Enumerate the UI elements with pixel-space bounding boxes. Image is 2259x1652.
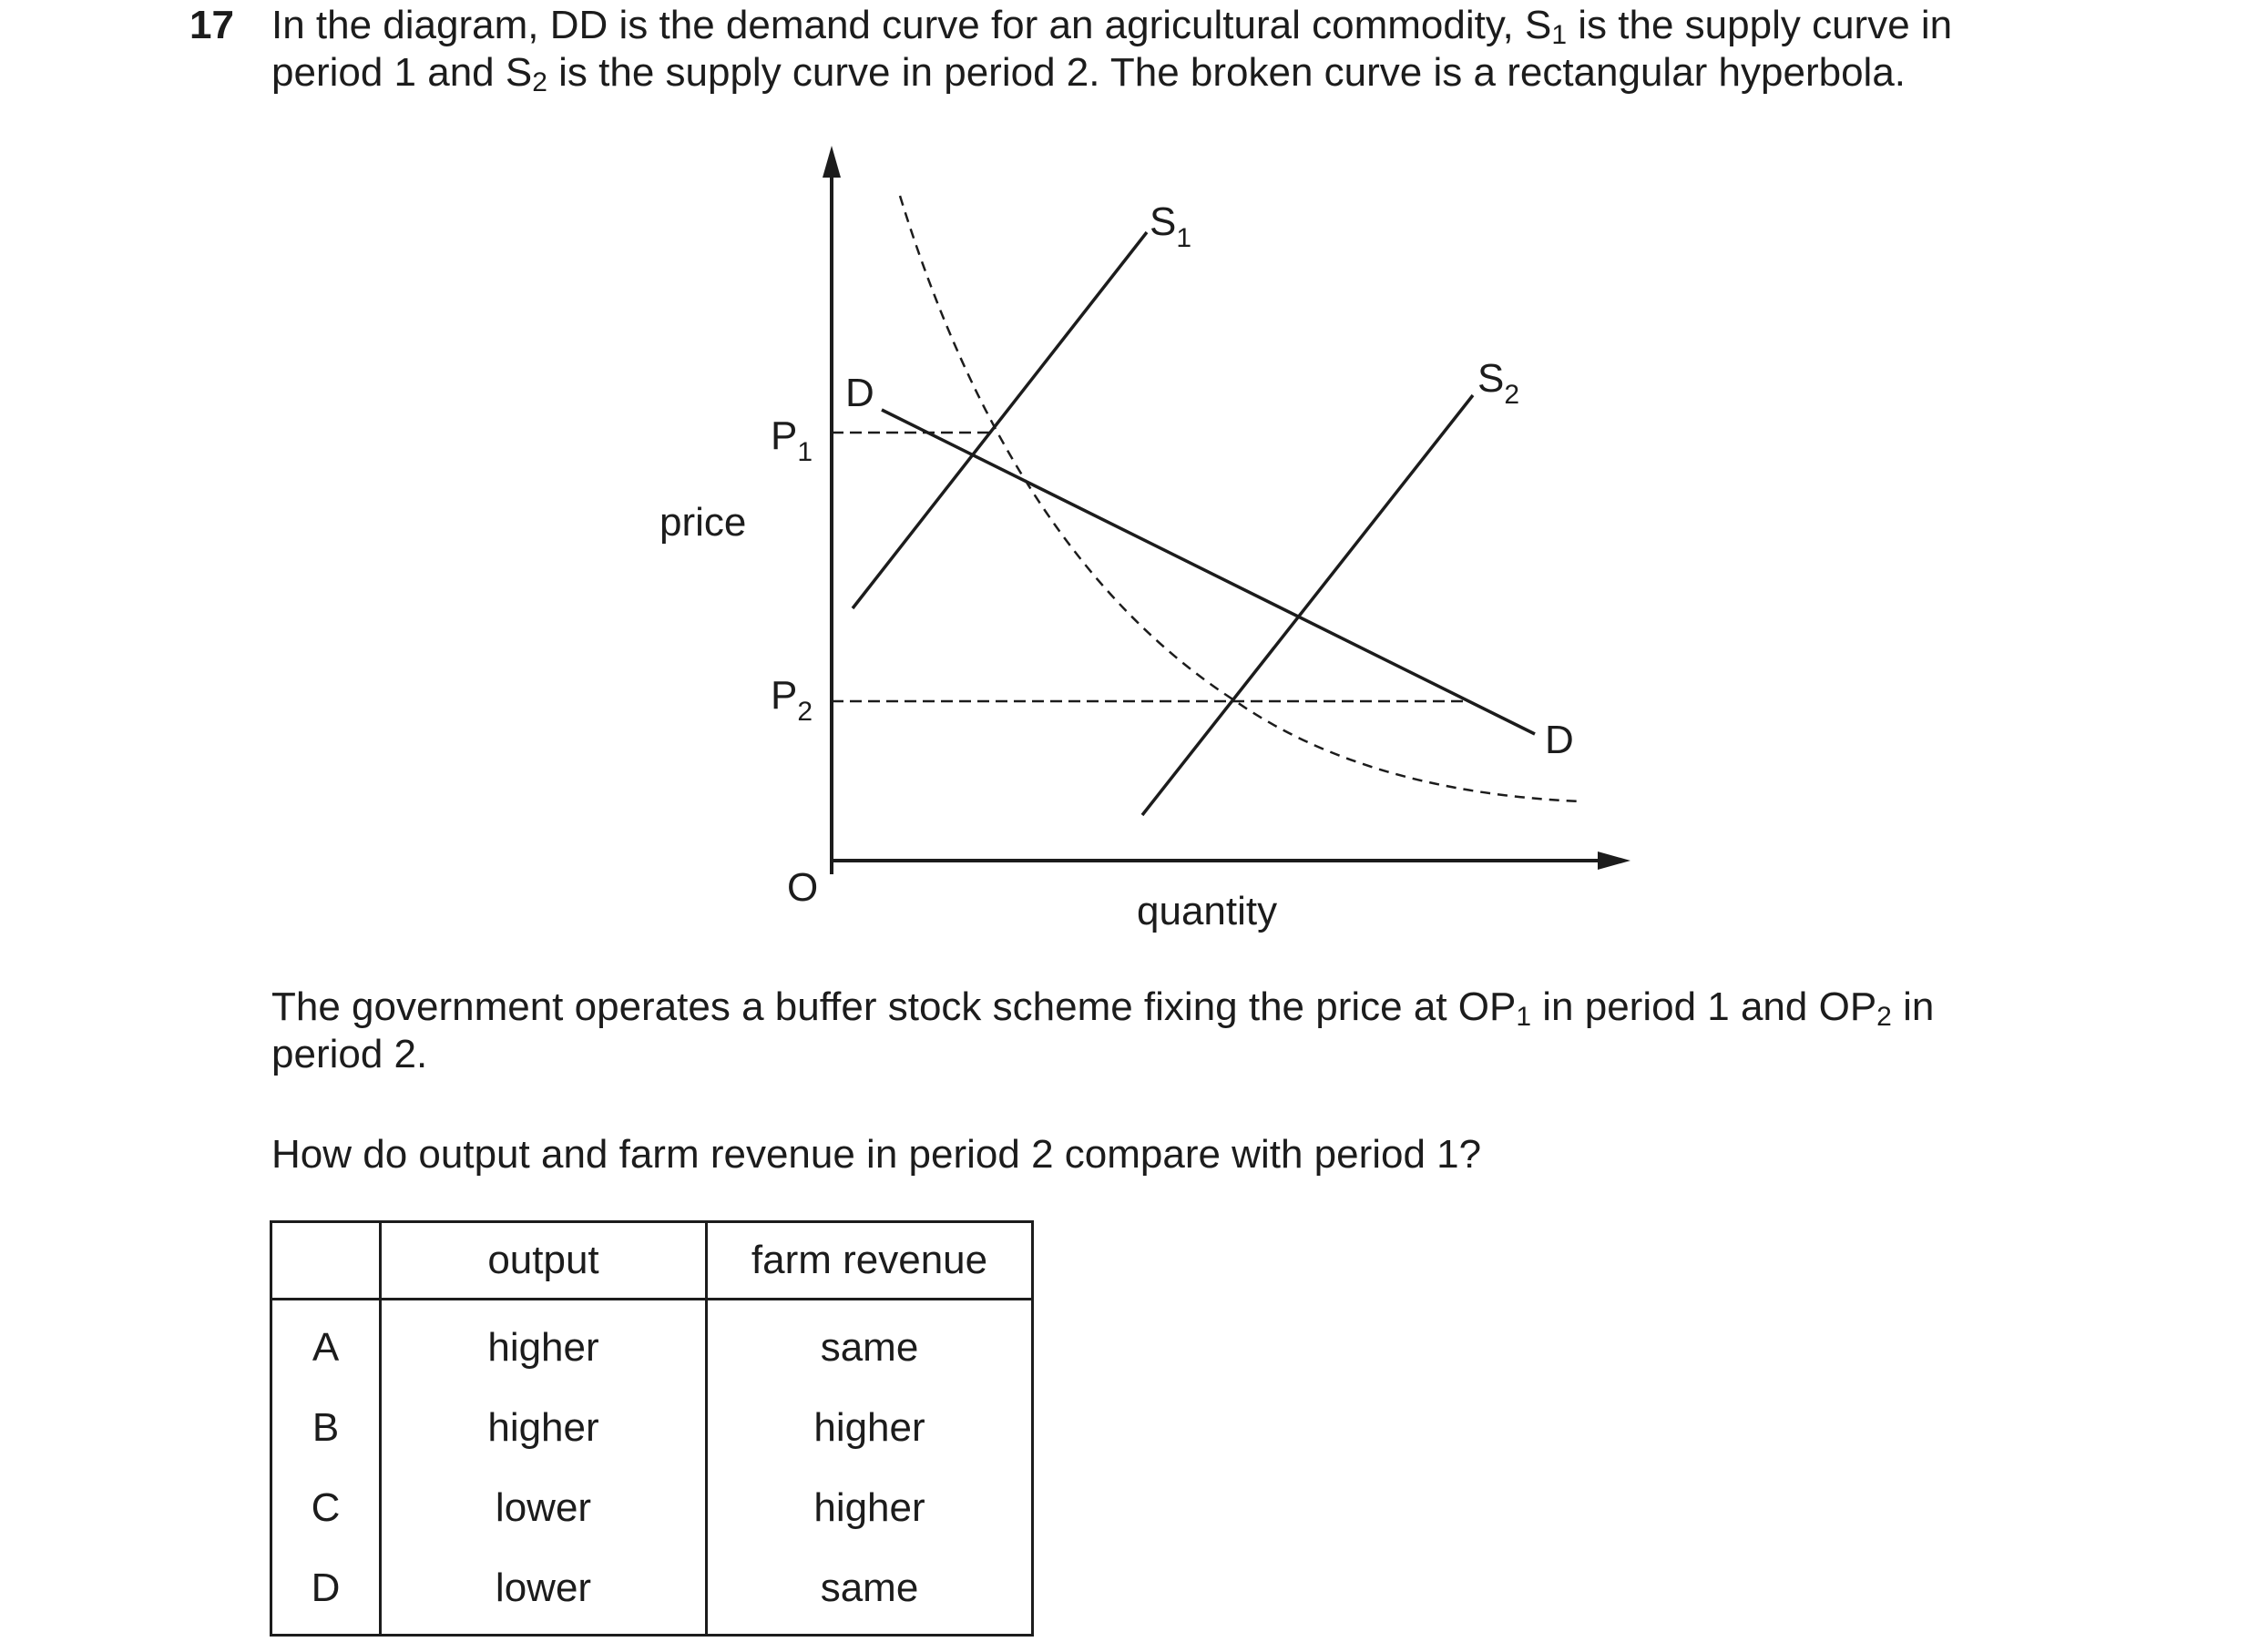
- question-number: 17: [189, 3, 234, 47]
- option-letter: A: [271, 1300, 381, 1389]
- price-2-label: $P_2$: [771, 673, 813, 727]
- question-prompt: How do output and farm revenue in period 2 compare with period 1?: [271, 1132, 1482, 1177]
- supply-1-label: $S_1$: [1150, 199, 1192, 253]
- x-axis-label: quantity: [1137, 889, 1278, 933]
- buffer-line-2: period 2.: [271, 1032, 428, 1076]
- intro-line-2: period 1 and $S_2$ is the supply curve in period 2. The broken curve is a rectangular hyperbola.: [271, 50, 1906, 97]
- y-axis-arrowhead: [823, 146, 841, 178]
- supply-2-label: $S_2$: [1477, 356, 1520, 410]
- y-axis-label: price: [659, 500, 747, 545]
- x-axis-arrowhead: [1598, 851, 1630, 870]
- origin-label: O: [787, 865, 819, 910]
- option-letter: D: [271, 1548, 381, 1636]
- option-letter: C: [271, 1468, 381, 1548]
- option-revenue: higher: [707, 1388, 1033, 1468]
- supply-curve-1: [853, 232, 1147, 608]
- rectangular-hyperbola-curve: [900, 196, 1581, 801]
- option-revenue: same: [707, 1300, 1033, 1389]
- option-output: lower: [381, 1548, 707, 1636]
- demand-label-top: D: [845, 371, 874, 415]
- option-row-b[interactable]: [271, 1388, 1033, 1468]
- option-row-a[interactable]: [271, 1300, 1033, 1389]
- header-output: output: [381, 1222, 707, 1300]
- header-letter: [271, 1222, 381, 1300]
- answer-options-table: [270, 1220, 1034, 1637]
- option-output: higher: [381, 1388, 707, 1468]
- option-output: higher: [381, 1300, 707, 1389]
- price-1-label: $P_1$: [771, 413, 813, 467]
- option-revenue: higher: [707, 1468, 1033, 1548]
- option-row-d[interactable]: [271, 1548, 1033, 1636]
- demand-curve: [882, 410, 1535, 734]
- option-revenue: same: [707, 1548, 1033, 1636]
- intro-line-1: In the diagram, DD is the demand curve for an agricultural commodity, $S_1$ is the supply curve in: [271, 3, 1953, 50]
- option-output: lower: [381, 1468, 707, 1548]
- buffer-stock-text: [271, 984, 2084, 1078]
- supply-curve-2: [1142, 395, 1473, 815]
- header-farm-revenue: farm revenue: [707, 1222, 1033, 1300]
- option-row-c[interactable]: [271, 1468, 1033, 1548]
- buffer-line-1: The government operates a buffer stock scheme fixing the price at $OP_1$ in period 1 and $OP_2$ in: [271, 984, 1935, 1032]
- option-letter: B: [271, 1388, 381, 1468]
- table-header-row: [271, 1222, 1033, 1300]
- demand-label-bottom: D: [1545, 718, 1574, 762]
